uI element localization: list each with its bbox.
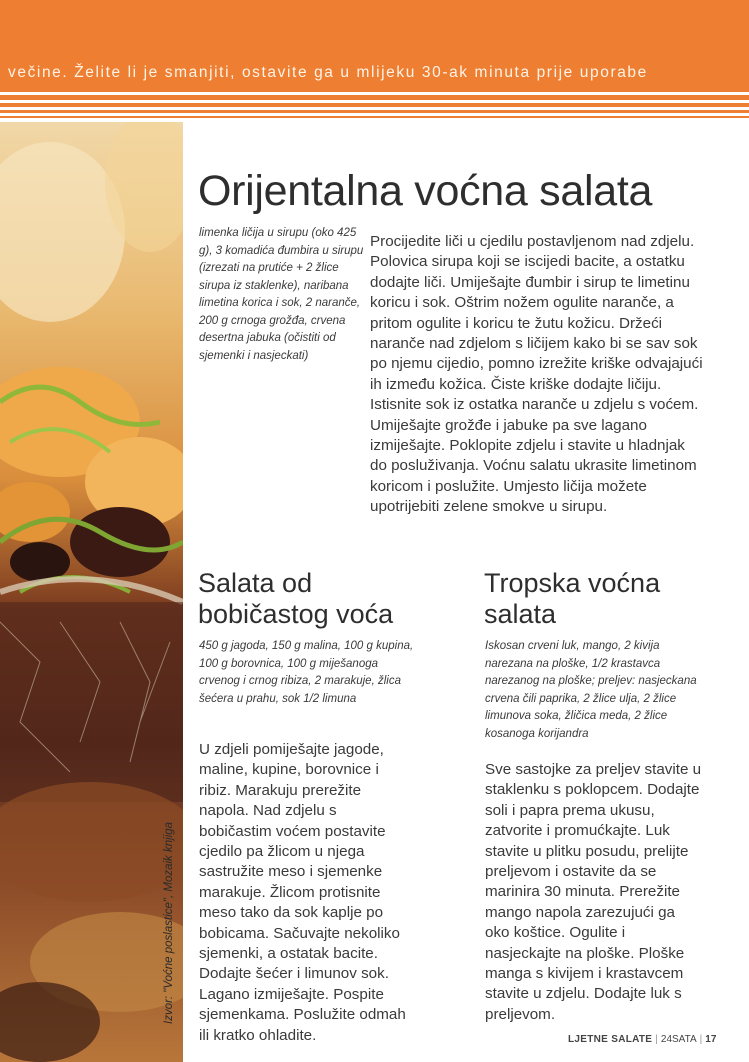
berry-recipe-method: U zdjeli pomiješajte jagode, maline, kupine, borovnice i ribiz. Marakuju prerežite napola. Nad zdjelu s bobičastim voćem postavite cjedilo pa žlicom u njega sastružite meso i sjemenke marakuje. Žlicom protisnite meso tako da sok kaplje po bobicama. Sačuvajte nekoliko sjemenki, a ostatak bacite. Dodajte šećer i limunov sok. Lagano izmiješajte. Pospite sjemenkama. Poslužite odmah ili kratko ohladite.	[199, 741, 406, 1044]
page-number: 17	[705, 1034, 717, 1045]
main-recipe-method: Procijedite liči u cjedilu postavljenom nad zdjelu. Polovica sirupa koji se iscijedi bacite, a ostatku dodajte liči. Umiješajte đumbir i sirup te limetinu koricu i sok. Oštrim nožem ogulite naranče, a pritom ogulite i koricu te žutu kožicu. Držeći naranče nad zdjelom s ličijem kako bi se sav sok po njemu cijedio, pomno izrežite kriške odvajajući ih između kožica. Čiste kriške dodajte ličiju. Istisnite sok iz ostatka naranče u zdjelu s voćem. Umiješajte grožđe i jabuke pa sve lagano izmiješajte. Poklopite zdjelu i stavite u hladnjak do posluživanja. Voćnu salatu ukrasite limetinom koricom i poslužite. Umjesto ličija možete upotrijebiti zelene smokve u sirupu.	[370, 233, 703, 516]
page-footer: LJETNE SALATE | 24SATA | 17	[568, 1034, 717, 1045]
berry-recipe-ingredients: 450 g jagoda, 150 g malina, 100 g kupina, 100 g borovnica, 100 g miješanoga crvenog i crnog ribiza, 2 marakuje, žlica šećera u prahu, sok 1/2 limuna	[199, 640, 414, 705]
header-banner	[0, 0, 749, 92]
tropical-recipe-ingredients: Iskosan crveni luk, mango, 2 kivija narezana na ploške, 1/2 krastavca narezanog na ploške; preljev: nasjeckana crvena čili paprika, 2 žlice ulja, 2 žlice limunova soka, žličica meda, 2 žlice kosanoga korijandra	[485, 640, 697, 740]
tropical-recipe-title: Tropska voćna salata	[484, 568, 661, 629]
berry-recipe-title: Salata od bobičastog voća	[198, 568, 394, 629]
main-recipe-ingredients: limenka ličija u sirupu (oko 425 g), 3 komadića đumbira u sirupu (izrezati na prutiće + 2 žlice sirupa iz staklenke), naribana limetina korica i sok, 2 naranče, 200 g crnoga grožđa, crvena desertna jabuka (očistiti od sjemenki i nasjeckati)	[199, 227, 364, 362]
banner-text: večine. Želite li je smanjiti, ostavite ga u mlijeku 30-ak minuta prije uporabe	[8, 64, 648, 81]
main-recipe-title: Orijentalna voćna salata	[198, 167, 653, 215]
photo-credit: Izvor: "Voćne poslastice", Mozaik knjiga	[163, 821, 175, 1024]
footer-publication: 24SATA	[660, 1034, 697, 1045]
fruit-salad-photo	[0, 122, 183, 1062]
footer-section: LJETNE SALATE	[568, 1034, 653, 1045]
tropical-recipe-method: Sve sastojke za preljev stavite u staklenku s poklopcem. Dodajte soli i papra prema ukusu, zatvorite i promućkajte. Luk stavite u plitku posudu, prelijte preljevom i ostavite da se marinira 30 minuta. Prerežite mango napola zarezujući ga oko koštice. Ogulite i nasjeckajte na ploške. Ploške manga s kivijem i krastavcem stavite u zdjelu. Dodajte luk s preljevom.	[485, 761, 702, 1023]
header-stripes	[0, 92, 749, 122]
